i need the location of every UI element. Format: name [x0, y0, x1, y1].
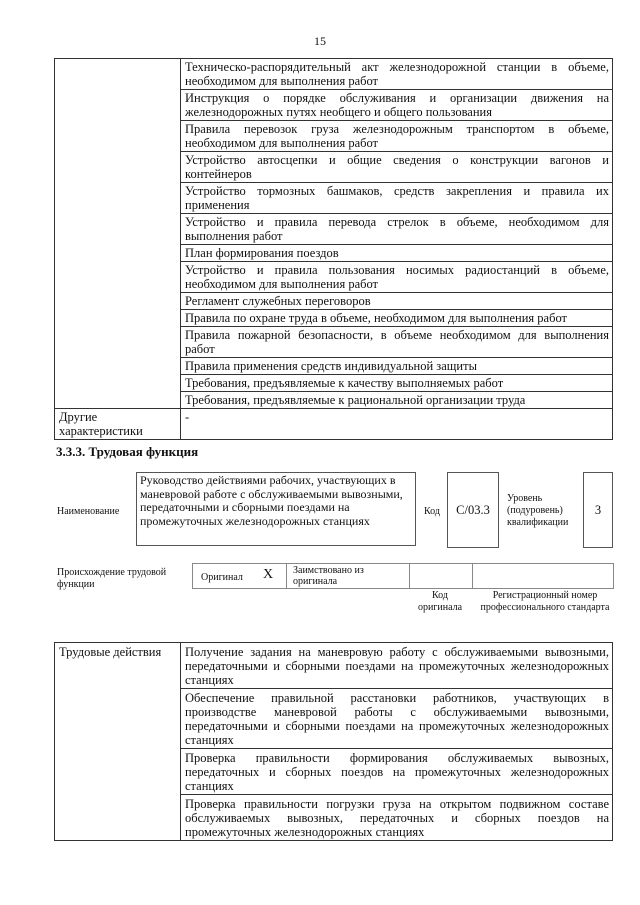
level-box — [583, 472, 613, 548]
knowledge-label-cell — [55, 59, 181, 409]
original-label: Оригинал — [201, 572, 243, 583]
knowledge-table — [54, 58, 613, 440]
knowledge-item: Правила по охране труда в объеме, необходимом для выполнения работ — [181, 310, 613, 327]
level-label: Уровень (подуровень) квалификации — [507, 493, 569, 528]
other-characteristics-label: Другие характеристики — [55, 409, 181, 440]
function-name-value: Руководство действиями рабочих, участвующих в маневровой работе с обслуживаемыми вывозными, передаточными и сборными поездами на промежуточных железнодорожных станциях — [140, 473, 403, 528]
section-title: 3.3.3. Трудовая функция — [56, 444, 199, 459]
labor-action-item: Обеспечение правильной расстановки работников, участвующих в производстве маневровой работы с обслуживаемыми вывозными, передаточными и сборными поездами на промежуточных железнодорожных станциях — [181, 689, 613, 749]
labor-actions-label: Трудовые действия — [55, 643, 181, 841]
original-mark: X — [263, 567, 274, 582]
knowledge-item: Правила перевозок груза железнодорожным транспортом в объеме, необходимом для выполнения работ — [181, 121, 613, 152]
knowledge-item: Устройство автосцепки и общие сведения о конструкции вагонов и контейнеров — [181, 152, 613, 183]
registration-caption: Регистрационный номер профессионального стандарта — [480, 590, 610, 613]
knowledge-item: План формирования поездов — [181, 245, 613, 262]
code-value: С/03.3 — [456, 503, 490, 517]
other-characteristics-value: - — [181, 409, 613, 440]
knowledge-item: Требования, предъявляемые к рациональной организации труда — [181, 392, 613, 409]
borrowed-label: Заимствовано из оригинала — [293, 565, 364, 587]
knowledge-item: Техническо-распорядительный акт железнодорожной станции в объеме, необходимом для выполнения работ — [181, 59, 613, 90]
knowledge-item: Правила применения средств индивидуальной защиты — [181, 358, 613, 375]
labor-actions-table — [54, 642, 613, 841]
knowledge-item: Инструкция о порядке обслуживания и организации движения на железнодорожных путях необщего и общего пользования — [181, 90, 613, 121]
labor-action-item: Проверка правильности формирования обслуживаемых вывозных, передаточных и сборных поездов на промежуточных железнодорожных станциях — [181, 749, 613, 795]
knowledge-item: Устройство и правила перевода стрелок в объеме, необходимом для выполнения работ — [181, 214, 613, 245]
origin-label: Происхождение трудовой функции — [57, 567, 167, 590]
page-number: 15 — [314, 34, 326, 48]
table-row — [55, 643, 613, 689]
knowledge-item: Устройство тормозных башмаков, средств закрепления и правила их применения — [181, 183, 613, 214]
function-name-box — [136, 472, 416, 546]
table-row — [55, 59, 613, 90]
code-origin-caption: Код оригинала — [417, 590, 463, 613]
knowledge-item: Правила пожарной безопасности, в объеме необходимом для выполнения работ — [181, 327, 613, 358]
origin-row — [192, 563, 614, 589]
knowledge-item: Требования, предъявляемые к качеству выполняемых работ — [181, 375, 613, 392]
name-label: Наименование — [57, 506, 120, 517]
code-label: Код — [424, 506, 440, 517]
level-value: 3 — [594, 503, 602, 517]
code-box — [447, 472, 499, 548]
table-row — [55, 409, 613, 440]
knowledge-item: Регламент служебных переговоров — [181, 293, 613, 310]
labor-action-item: Получение задания на маневровую работу с обслуживаемыми вывозными, передаточными и сборными поездами на промежуточных железнодорожных станциях — [181, 643, 613, 689]
labor-action-item: Проверка правильности погрузки груза на открытом подвижном составе обслуживаемых вывозных, передаточных и сборных поездов на промежуточных железнодорожных станциях — [181, 795, 613, 841]
knowledge-item: Устройство и правила пользования носимых радиостанций в объеме, необходимом для выполнения работ — [181, 262, 613, 293]
